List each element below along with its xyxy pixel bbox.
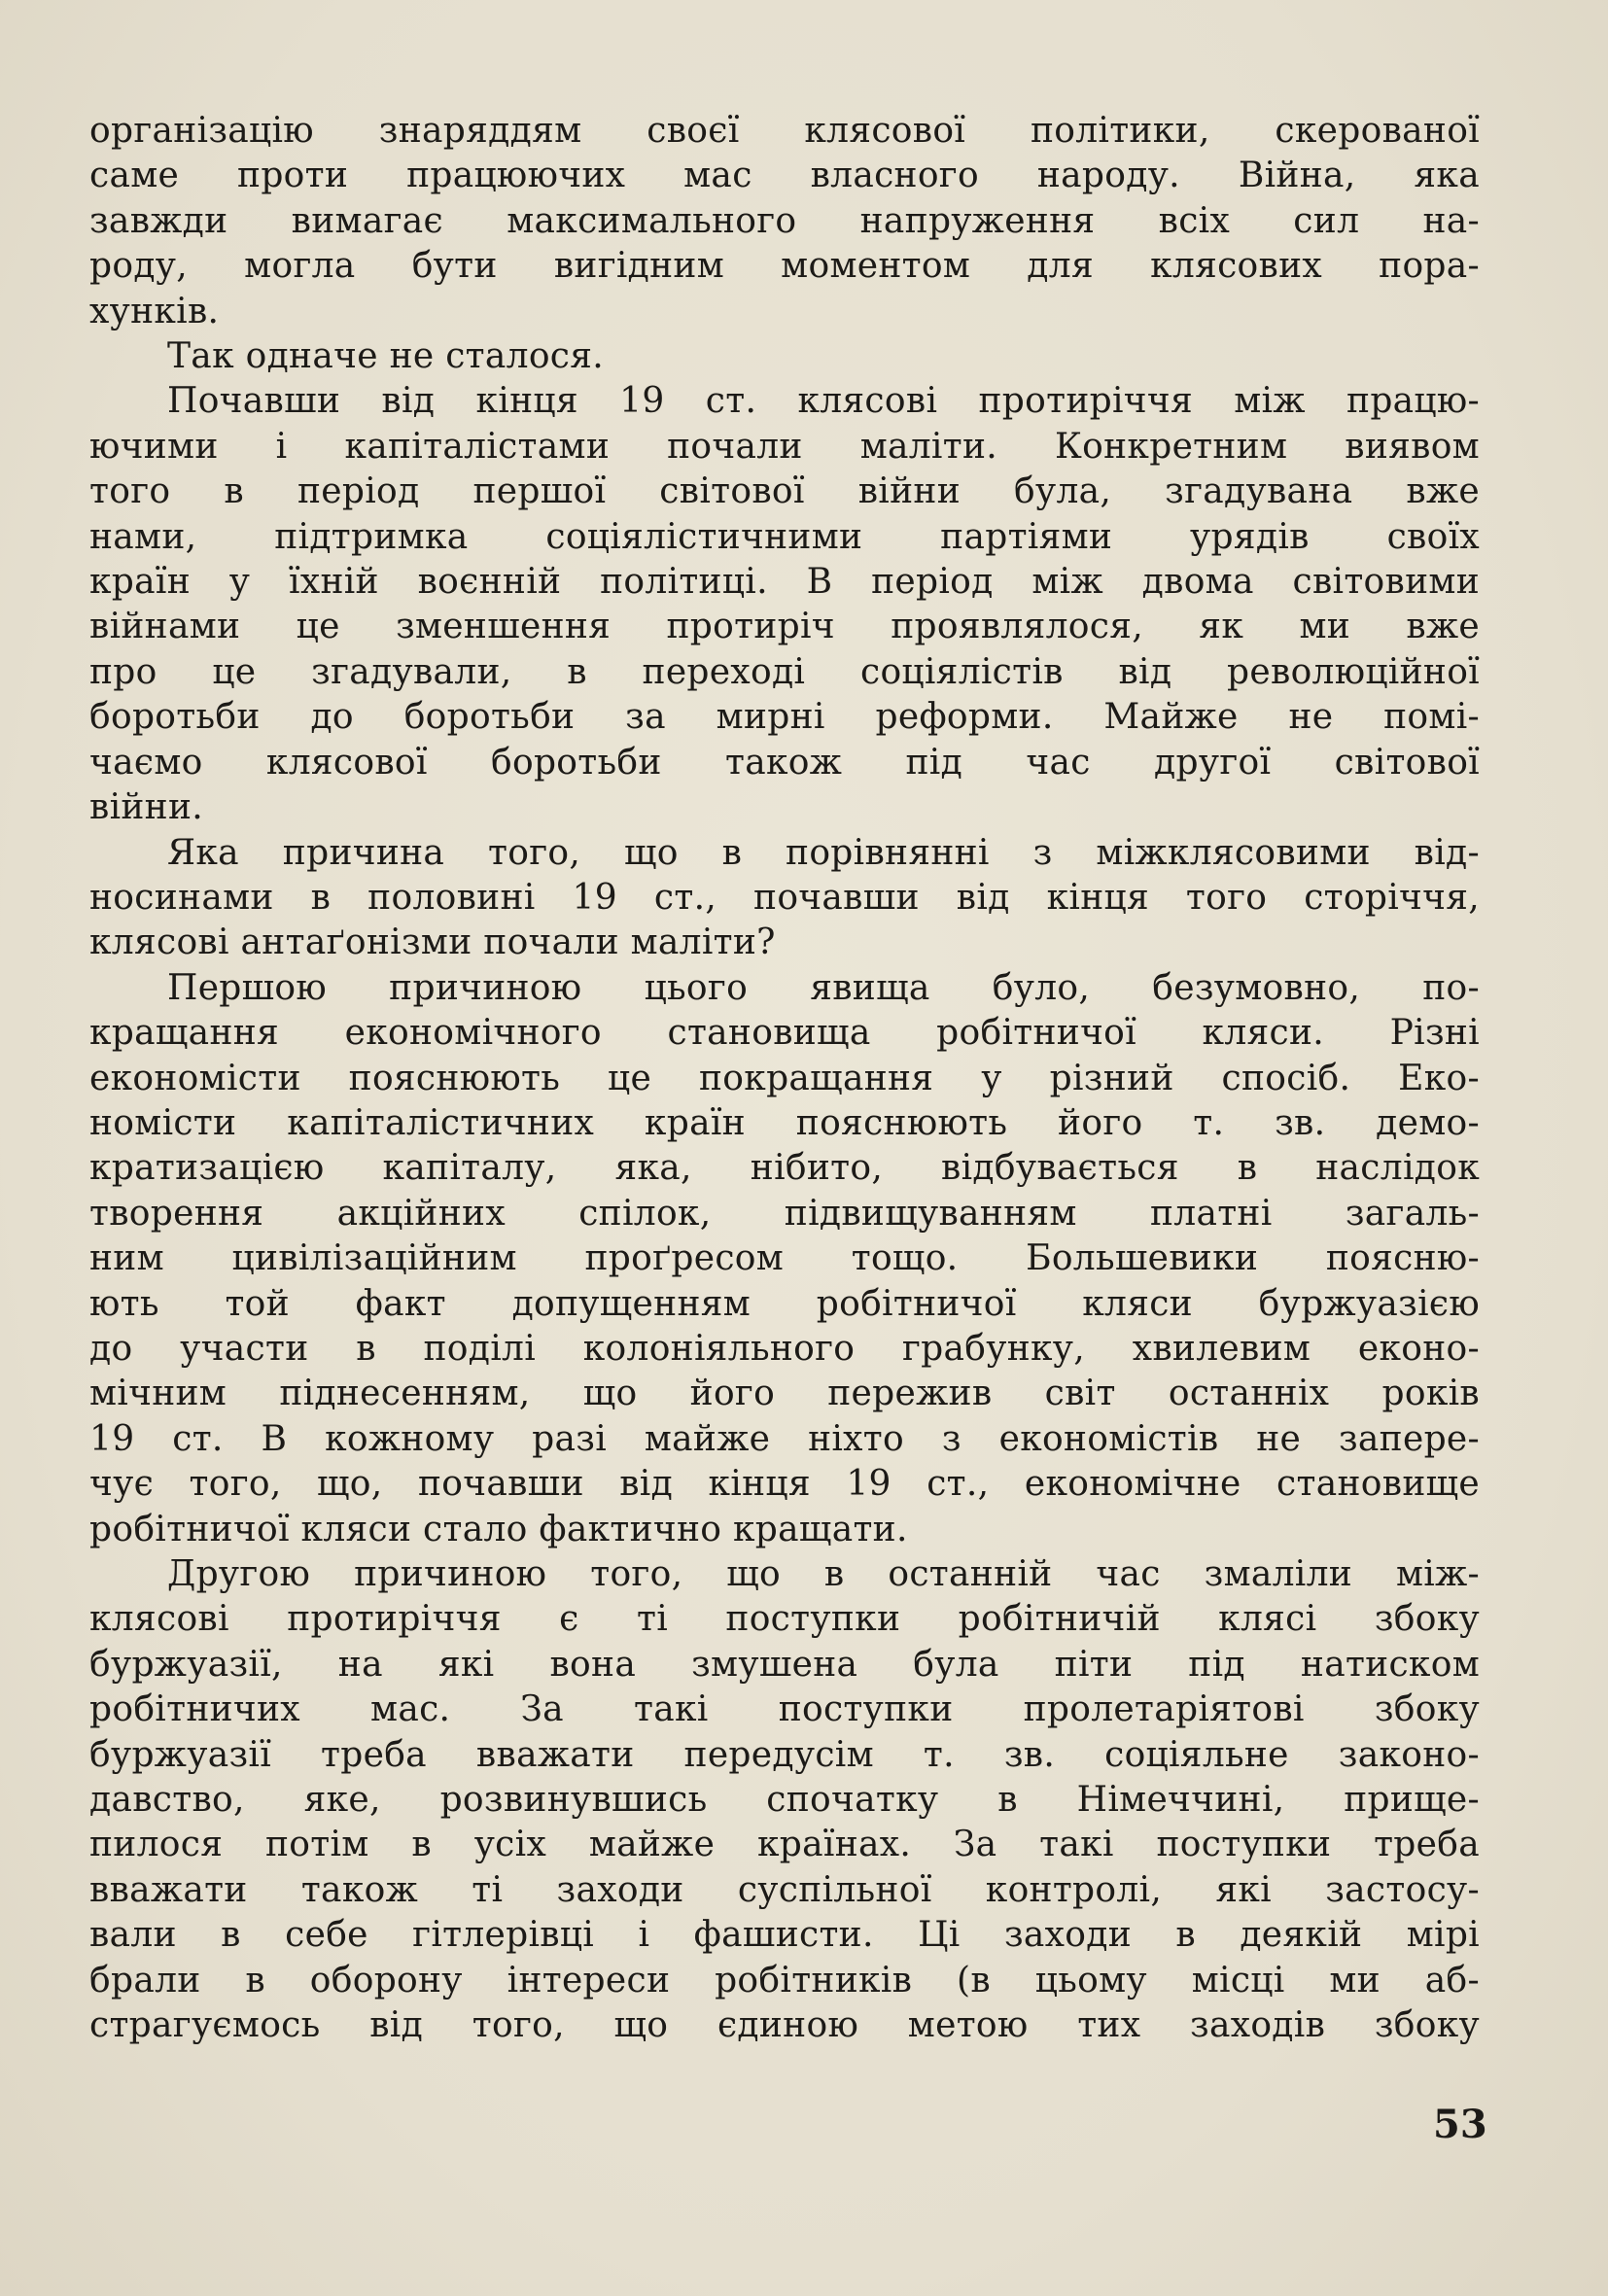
text-line: того в період першої світової війни була, згадувана вже [89,471,1480,512]
text-line: буржуазії треба вважати передусім т. зв. соціяльне законо- [89,1734,1480,1775]
body-text [89,109,1480,2048]
text-line: роду, могла бути вигідним моментом для клясових пора- [89,246,1480,287]
text-line: брали в оборону інтереси робітників (в цьому місці ми аб- [89,1960,1480,2000]
text-line: Яка причина того, що в порівнянні з міжклясовими від- [167,832,1480,873]
text-line: країн у їхній воєнній політиці. В період між двома світовими [89,562,1480,603]
text-line: економісти пояснюють це покращання у різний спосіб. Еко- [89,1058,1480,1098]
text-line: організацію знаряддям своєї клясової політики, скерованої [89,111,1480,151]
text-line: Першою причиною цього явища було, безумовно, по- [167,967,1480,1008]
text-line: Почавши від кінця 19 ст. клясові протиріччя між працю- [167,381,1480,422]
text-line: нами, підтримка соціялістичними партіями урядів своїх [89,516,1480,557]
text-line: кратизацією капіталу, яка, нібито, відбувається в наслідок [89,1148,1480,1189]
text-line: буржуазії, на які вона змушена була піти під натиском [89,1644,1480,1685]
text-line: кращання економічного становища робітничої кляси. Різні [89,1013,1480,1054]
page-number: 53 [1433,2102,1487,2147]
text-line: завжди вимагає максимального напруження всіх сил на- [89,200,1480,241]
text-line: носинами в половині 19 ст., почавши від кінця того сторіччя, [89,877,1480,918]
text-line: боротьби до боротьби за мирні реформи. Майже не помі- [89,697,1480,738]
text-line: Другою причиною того, що в останній час змаліли між- [167,1554,1480,1594]
text-line: ють той факт допущенням робітничої кляси буржуазією [89,1283,1480,1324]
text-line: творення акційних спілок, підвищуванням платні загаль- [89,1193,1480,1234]
text-line: чує того, що, почавши від кінця 19 ст., економічне становище [89,1464,1480,1505]
text-line: війнами це зменшення протиріч проявлялося, як ми вже [89,607,1480,647]
text-line: ючими і капіталістами почали маліти. Конкретним виявом [89,426,1480,467]
text-line: клясові протиріччя є ті поступки робітничій клясі збоку [89,1599,1480,1640]
text-line: робітничих мас. За такі поступки пролетаріятові збоку [89,1689,1480,1730]
text-line: до участи в поділі колоніяльного грабунку, хвилевим еконо- [89,1328,1480,1369]
text-line: 19 ст. В кожному разі майже ніхто з економістів не запере- [89,1418,1480,1459]
text-line: страгуємось від того, що єдиною метою тих заходів збоку [89,2005,1480,2046]
text-line: номісти капіталістичних країн пояснюють його т. зв. демо- [89,1102,1480,1143]
text-line: вали в себе гітлерівці і фашисти. Ці заходи в деякій мірі [89,1915,1480,1956]
text-line: саме проти працюючих мас власного народу. Війна, яка [89,156,1480,196]
text-line: мічним піднесенням, що його пережив світ останніх років [89,1374,1480,1414]
text-line: хунків. [89,291,220,331]
text-line: робітничої кляси стало фактично кращати. [89,1509,908,1549]
text-line: вважати також ті заходи суспільної контролі, які застосу- [89,1869,1480,1910]
text-line: давство, яке, розвинувшись спочатку в Німеччині, прище- [89,1780,1480,1821]
text-line: Так одначе не сталося. [167,336,605,377]
text-line: пилося потім в усіх майже країнах. За такі поступки треба [89,1825,1480,1865]
text-line: про це згадували, в переході соціялістів від революційної [89,651,1480,692]
text-line: клясові антаґонізми почали маліти? [89,922,776,963]
text-line: війни. [89,787,204,828]
text-line: ним цивілізаційним проґресом тощо. Большевики поясню- [89,1238,1480,1279]
text-line: чаємо клясової боротьби також під час другої світової [89,742,1480,783]
